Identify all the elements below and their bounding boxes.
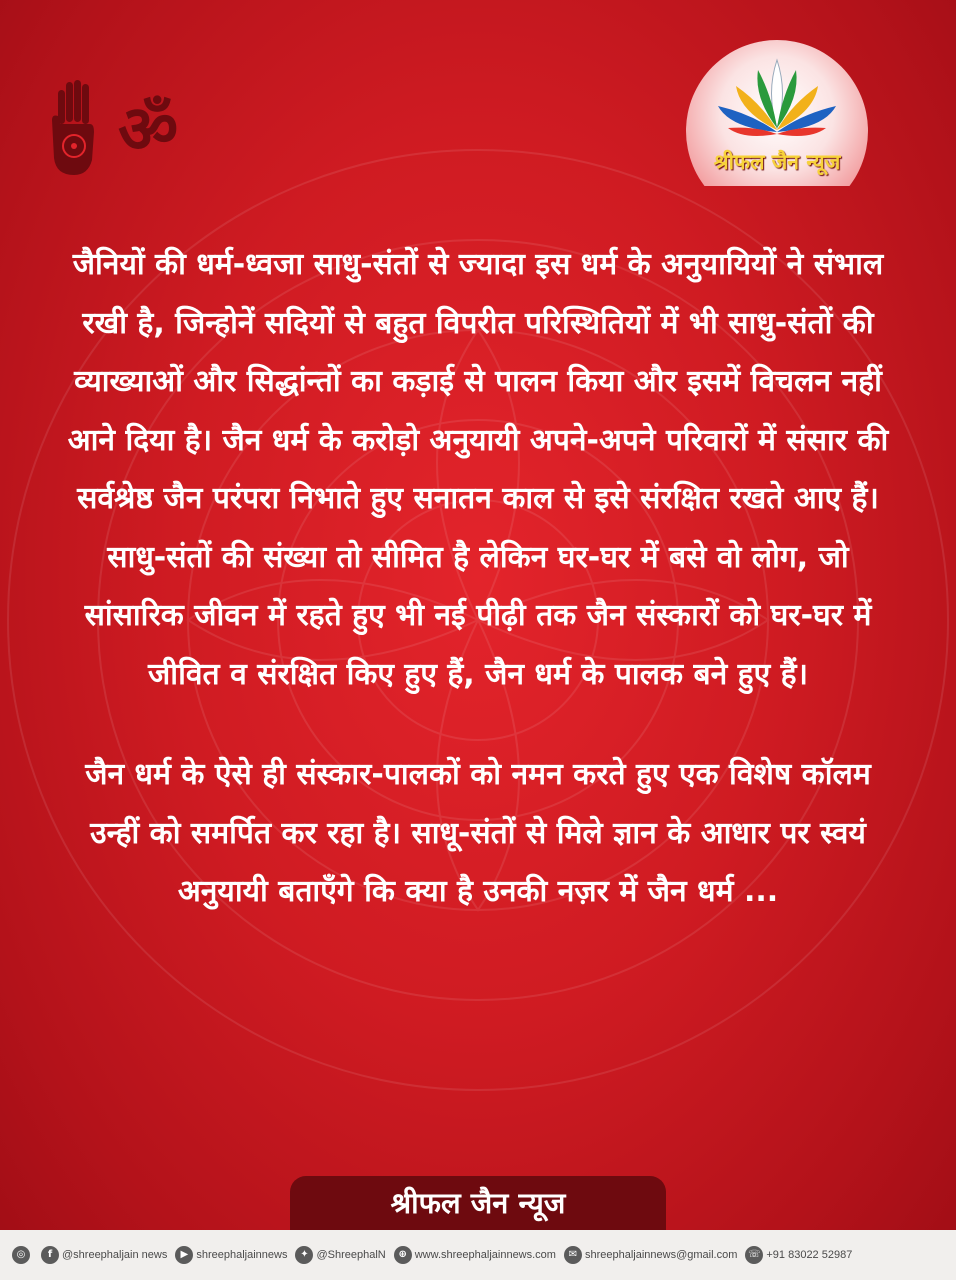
twitter-icon: ✦: [295, 1246, 313, 1264]
youtube-icon: ▶: [175, 1246, 193, 1264]
social-item[interactable]: [295, 1246, 385, 1264]
social-item[interactable]: [745, 1246, 852, 1264]
jain-symbol: [48, 80, 178, 175]
shreephal-logo: [686, 40, 868, 188]
om-glyph: ॐ: [118, 91, 179, 168]
social-bar: [0, 1230, 956, 1280]
facebook-icon: f: [41, 1246, 59, 1264]
mail-icon: ✉: [564, 1246, 582, 1264]
logo-text: श्रीफल जैन न्यूज: [713, 150, 841, 174]
instagram-icon: ◎: [12, 1246, 30, 1264]
social-item-label: shreephaljainnews: [196, 1249, 288, 1261]
social-item-label: www.shreephaljainnews.com: [414, 1249, 556, 1261]
social-item[interactable]: [564, 1246, 737, 1264]
social-item[interactable]: [41, 1246, 167, 1264]
paragraph-2: जैन धर्म के ऐसे ही संस्कार-पालकों को नमन करते हुए एक विशेष कॉलम उन्हीं को समर्पित कर रहा है। साधू-संतों से मिले ज्ञान के आधार पर स्वयं अनुयायी बताएँगे कि क्या है उनकी नज़र में जैन धर्म ...: [85, 757, 871, 909]
footer-brand-badge: श्रीफल जैन न्यूज: [290, 1176, 666, 1230]
social-item-label: shreephaljainnews@gmail.com: [584, 1249, 738, 1261]
whatsapp-icon: ☏: [745, 1246, 763, 1264]
social-item[interactable]: [394, 1246, 556, 1264]
social-item-label: @shreephaljain news: [62, 1249, 168, 1261]
paragraph-1: जैनियों की धर्म-ध्वजा साधु-संतों से ज्यादा इस धर्म के अनुयायियों ने संभाल रखी है, जिन्होनें सदियों से बहुत विपरीत परिस्थितियों में भी साधु-संतों की व्याख्याओं और सिद्धांन्तों का कड़ाई से पालन किया और इसमें विचलन नहीं आने दिया है। जैन धर्म के करोड़ो अनुयायी अपने-अपने परिवारों में संसार की सर्वश्रेष्ठ जैन परंपरा निभाते हुए सनातन काल से इसे संरक्षित रखते आए हैं। साधु-संतों की संख्या तो सीमित है लेकिन घर-घर में बसे वो लोग, जो सांसारिक जीवन में रहते हुए भी नई पीढ़ी तक जैन संस्कारों को घर-घर में जीवित व संरक्षित किए हुए हैं, जैन धर्म के पालक बने हुए हैं।: [67, 247, 889, 692]
social-item-label: @ShreephalN: [316, 1249, 386, 1261]
social-item-label: +91 83022 52987: [766, 1249, 853, 1261]
globe-icon: ⊕: [394, 1246, 412, 1264]
lotus-icon: [714, 48, 840, 148]
social-item[interactable]: [12, 1246, 33, 1264]
social-item[interactable]: [175, 1246, 287, 1264]
article-content: [60, 236, 896, 922]
